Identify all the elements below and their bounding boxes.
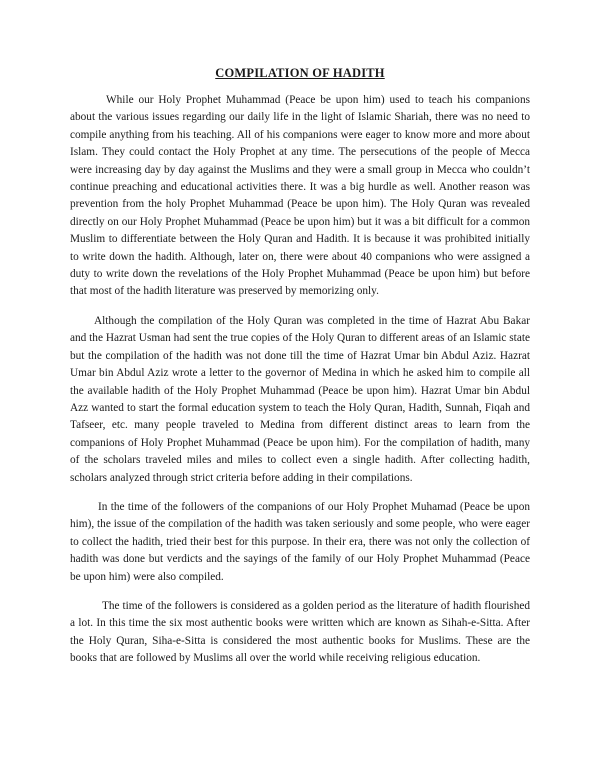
paragraph-2: Although the compilation of the Holy Quran was completed in the time of Hazrat Abu Bakar and the Hazrat Usman had sent the true copies of the Holy Quran to different areas of an Islamic state but the compilation of the hadith was not done till the time of Hazrat Umar bin Abdul Aziz. Hazrat Umar bin Abdul Aziz wrote a letter to the governor of Medina in which he asked him to compile all the available hadith of the Holy Prophet Muhammad (Peace be upon him). Hazrat Umar bin Abdul Azz wanted to start the formal education system to teach the Holy Quran, Hadith, Sunnah, Fiqah and Tafseer, etc. many people traveled to Medina from different distinct areas to learn from the companions of Holy Prophet Muhammad (Peace be upon him). For the compilation of hadith, many of the scholars traveled miles and miles to collect even a single hadith. After collecting hadith, scholars analyzed through strict criteria before adding in their compilations. [70, 314, 530, 484]
paragraph-1: While our Holy Prophet Muhammad (Peace be upon him) used to teach his companions about the various issues regarding our daily life in the light of Islamic Shariah, there was no need to compile anything from his teaching. All of his companions were eager to know more and more about Islam. They could contact the Holy Prophet at any time. The persecutions of the people of Mecca were increasing day by day against the Muslims and they were a small group in Mecca who couldn’t continue preaching and educational activities there. It was a big hurdle as well. Another reason was prevention from the holy Prophet Muhammad (Peace be upon him). The Holy Quran was revealed directly on our Holy Prophet Muhammad (Peace be upon him) but it was a bit difficult for a common Muslim to differentiate between the Holy Quran and Hadith. It is because it was prohibited initially to write down the hadith. Although, later on, there were about 40 companions who were assigned a duty to write down the revelations of the Holy Prophet Muhammad (Peace be upon him) but before that most of the hadith literature was preserved by memorizing only. [70, 94, 530, 298]
paragraph-3: In the time of the followers of the companions of our Holy Prophet Muhamad (Peace be upon him), the issue of the compilation of the hadith was taken seriously and some people, who were eager to collect the hadith, tried their best for this purpose. In their era, there was not only the collection of hadith was done but verdicts and the sayings of the family of our Holy Prophet Muhammad (Peace be upon him) were also compiled. [70, 500, 530, 583]
document-page [70, 64, 530, 680]
page-title: COMPILATION OF HADITH [215, 66, 385, 80]
paragraph-4: The time of the followers is considered as a golden period as the literature of hadith flourished a lot. In this time the six most authentic books were written which are known as Sihah-e-Sitta. After the Holy Quran, Siha-e-Sitta is considered the most authentic books for Muslims. These are the books that are followed by Muslims all over the world while receiving religious education. [70, 599, 530, 665]
